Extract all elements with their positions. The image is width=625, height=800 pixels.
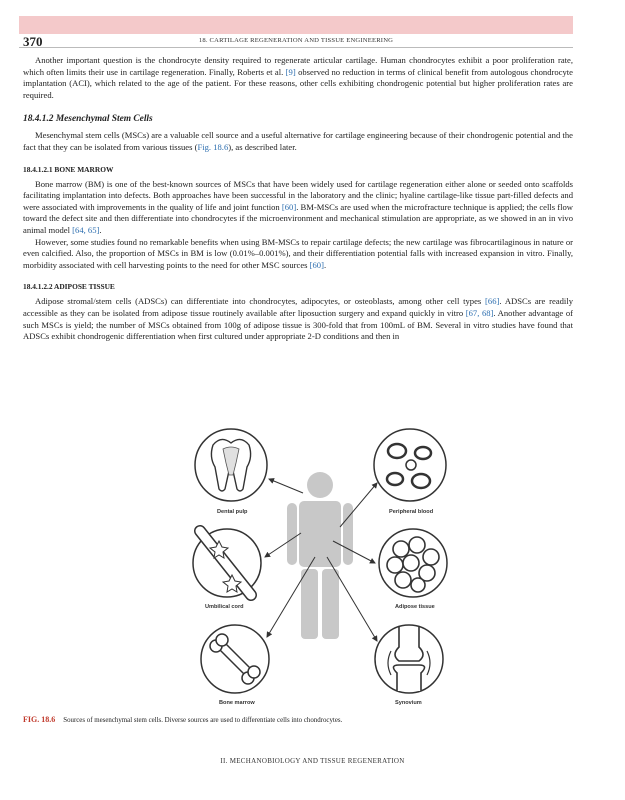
figure-caption-text: Sources of mesenchymal stem cells. Diverse sources are used to differentiate cells into chondrocytes. bbox=[63, 717, 343, 724]
figure-msc-sources bbox=[185, 423, 455, 713]
adipose-tissue-icon bbox=[379, 529, 447, 597]
citation-link[interactable]: [60] bbox=[281, 201, 297, 212]
text-run: Mesenchymal stem cells (MSCs) are a valuable cell source and a useful alternative for cartilage engineering because of their chondrogenic potential and the fact that they can be isolated from various tissues ( bbox=[23, 130, 573, 152]
adipose-paragraph bbox=[23, 296, 573, 342]
body-text bbox=[23, 55, 573, 343]
figure-illustration bbox=[185, 423, 455, 713]
text-run: . Another advantage of such MSCs is yield; the number of MSCs obtained from 100g of adipose tissue is 300-fold that from 100mL of BM. Several in vitro studies have found that ADSCs exhibit chondrogenic differentiation when first cultured under appropriate 2-D conditions and then in bbox=[23, 307, 573, 342]
text-run: Adipose stromal/stem cells (ADSCs) can differentiate into chondrocytes, adipocytes, or osteoblasts, among other cell types bbox=[35, 296, 486, 307]
text-run: ), as described later. bbox=[228, 141, 297, 152]
header-rule bbox=[19, 47, 573, 48]
citation-link[interactable]: [9] bbox=[285, 66, 296, 77]
page-header bbox=[19, 33, 573, 47]
page-footer: II. MECHANOBIOLOGY AND TISSUE REGENERATION bbox=[220, 757, 405, 765]
text-run: . bbox=[323, 259, 327, 270]
label-synovium: Synovium bbox=[395, 700, 422, 706]
top-color-band bbox=[19, 16, 573, 34]
umbilical-cord-icon bbox=[193, 529, 261, 597]
label-adipose-tissue: Adipose tissue bbox=[395, 604, 435, 610]
synovium-joint-icon bbox=[375, 625, 443, 693]
text-run: . bbox=[99, 224, 102, 235]
figure-caption bbox=[23, 715, 573, 724]
text-run: . ADSCs are readily accessible as they can be isolated from adipose tissue routinely available after liposuction surgery and expand quickly in vitro bbox=[23, 296, 573, 318]
text-run: Bone marrow (BM) is one of the best-known sources of MSCs that have been widely used for cartilage regeneration either alone or seeded onto scaffolds facilitating implantation into defects. Both approaches have been successful in the laboratory and the clinic; hyaline cartilage-like tissue part-filled defects and were associated with improvements in the quality of life and joint function bbox=[23, 178, 573, 212]
msc-paragraph bbox=[23, 130, 573, 153]
text-run: Another important question is the chondrocyte density required to regenerate articular cartilage. Human chondrocytes exhibit a poor proliferation rate, which often limits their use in cartilage regeneration. Finally, Roberts et al. bbox=[23, 55, 573, 77]
citation-link[interactable]: [64, 65] bbox=[72, 224, 100, 235]
label-dental-pulp: Dental pulp bbox=[217, 509, 248, 515]
intro-paragraph bbox=[23, 55, 573, 101]
section-heading-msc: 18.4.1.2 Mesenchymal Stem Cells bbox=[23, 114, 153, 125]
label-umbilical-cord: Umbilical cord bbox=[205, 604, 244, 610]
human-silhouette bbox=[287, 472, 353, 639]
label-bone-marrow: Bone marrow bbox=[219, 700, 255, 706]
text-run: . BM-MSCs are used when the microfracture technique is applied; the cells flow toward the defect site and then differentiate into chondrocytes if the microenvironment and mechanical stimulation are appropriate, as we showed in an in vivo animal model bbox=[23, 201, 573, 235]
figure-link[interactable]: Fig. 18.6 bbox=[197, 141, 229, 152]
page-number: 370 bbox=[23, 34, 43, 49]
bone-marrow-paragraph-1 bbox=[23, 179, 573, 237]
citation-link[interactable]: [66] bbox=[485, 296, 500, 307]
figure-caption-label: FIG. 18.6 bbox=[23, 715, 56, 724]
peripheral-blood-cells-icon bbox=[374, 429, 446, 501]
citation-link[interactable]: [60] bbox=[309, 259, 324, 270]
citation-link[interactable]: [67, 68] bbox=[465, 307, 494, 318]
section-heading-bone-marrow: 18.4.1.2.1 BONE MARROW bbox=[23, 164, 114, 174]
running-title: 18. CARTILAGE REGENERATION AND TISSUE ENGINEERING bbox=[198, 37, 394, 44]
text-run: However, some studies found no remarkable benefits when using BM-MSCs to repair cartilage defects; the new cartilage was fibrocartilaginous in nature or even calcified. Also, the proportion of MSCs in BM is low (0.01%–0.001%), and their differentiation potential falls with increased expansion in vitro. Finally, morbidity associated with cell harvesting points to the need for other MSC sources bbox=[23, 236, 573, 270]
section-heading-adipose: 18.4.1.2.2 ADIPOSE TISSUE bbox=[23, 282, 115, 292]
label-peripheral-blood: Peripheral blood bbox=[389, 509, 434, 515]
dental-pulp-tooth-icon bbox=[195, 429, 267, 501]
bone-marrow-bone-icon bbox=[201, 625, 269, 693]
bone-marrow-paragraph-2 bbox=[23, 237, 573, 272]
text-run: observed no reduction in terms of clinical benefit from autologous chondrocyte implantation (ACI), which related to the age of the patient. For these reasons, other cells exhibiting chondrogenic potential but higher proliferation rates are required. bbox=[23, 66, 573, 100]
